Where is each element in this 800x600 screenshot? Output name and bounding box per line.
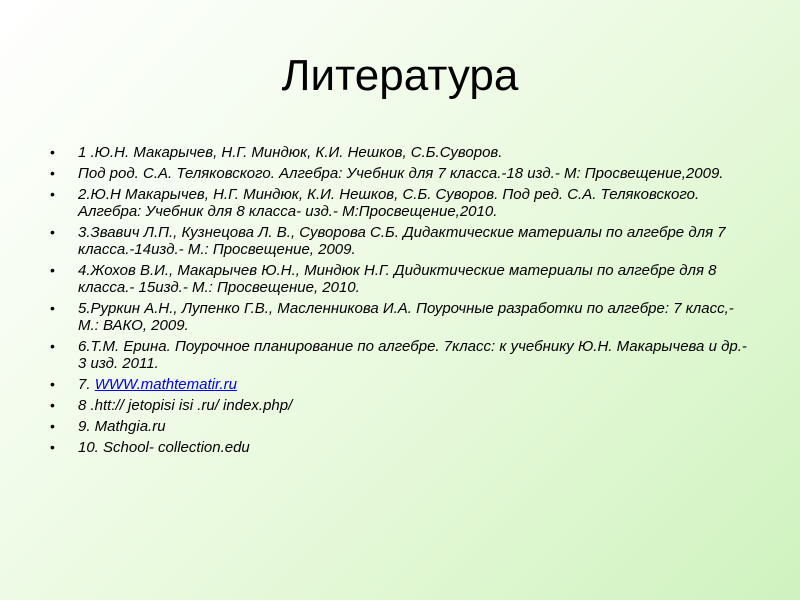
bullet-icon: • (50, 144, 55, 160)
reference-text: 9. Mathgia.ru (78, 418, 166, 435)
reference-item (50, 262, 750, 296)
reference-item (50, 165, 750, 182)
bullet-icon: • (50, 338, 55, 354)
bullet-icon: • (50, 165, 55, 181)
reference-text: 8 .htt:// jetopisi isi .ru/ index.php/ (78, 397, 293, 414)
reference-text: 1 .Ю.Н. Макарычев, Н.Г. Миндюк, К.И. Нешков, С.Б.Суворов. (78, 144, 503, 161)
reference-text: 6.Т.М. Ерина. Поурочное планирование по алгебре. 7класс: к учебнику Ю.Н. Макарычева и др.- 3 изд. 2011. (78, 338, 747, 372)
reference-item (50, 144, 750, 161)
reference-item (50, 338, 750, 372)
reference-text: 4.Жохов В.И., Макарычев Ю.Н., Миндюк Н.Г. Дидиктические материалы по алгебре для 8 класса.- 15изд.- М.: Просвещение, 2010. (78, 262, 717, 296)
bullet-icon: • (50, 439, 55, 455)
reference-item (50, 418, 750, 435)
reference-item (50, 224, 750, 258)
reference-item (50, 439, 750, 456)
bullet-icon: • (50, 186, 55, 202)
bullet-icon: • (50, 397, 55, 413)
reference-item (50, 397, 750, 414)
bullet-icon: • (50, 418, 55, 434)
reference-link[interactable]: WWW.mathtematir.ru (94, 376, 237, 393)
reference-item (50, 186, 750, 220)
reference-prefix: 7. (78, 376, 95, 393)
reference-text: Под род. С.А. Теляковского. Алгебра: Учебник для 7 класса.-18 изд.- М: Просвещение,2009. (78, 165, 724, 182)
bullet-icon: • (50, 376, 55, 392)
slide-title: Литература (281, 51, 519, 100)
bullet-icon: • (50, 262, 55, 278)
bullet-icon: • (50, 300, 55, 316)
bullet-icon: • (50, 224, 55, 240)
reference-text: 2.Ю.Н Макарычев, Н.Г. Миндюк, К.И. Нешков, С.Б. Суворов. Под ред. С.А. Теляковского. Алгебра: Учебник для 8 класса- изд.- М:Просвещение,2010. (78, 186, 700, 220)
reference-text: 10. School- collection.edu (78, 439, 250, 456)
reference-text: 3.Звавич Л.П., Кузнецова Л. В., Суворова С.Б. Дидактические материалы по алгебре для 7 класса.-14изд.- М.: Просвещение, 2009. (78, 224, 726, 258)
reference-item (50, 300, 750, 334)
reference-text: 5.Руркин А.Н., Лупенко Г.В., Масленникова И.А. Поурочные разработки по алгебре: 7 класс,- М.: ВАКО, 2009. (78, 300, 734, 334)
reference-item (50, 376, 750, 393)
reference-list (50, 144, 750, 460)
